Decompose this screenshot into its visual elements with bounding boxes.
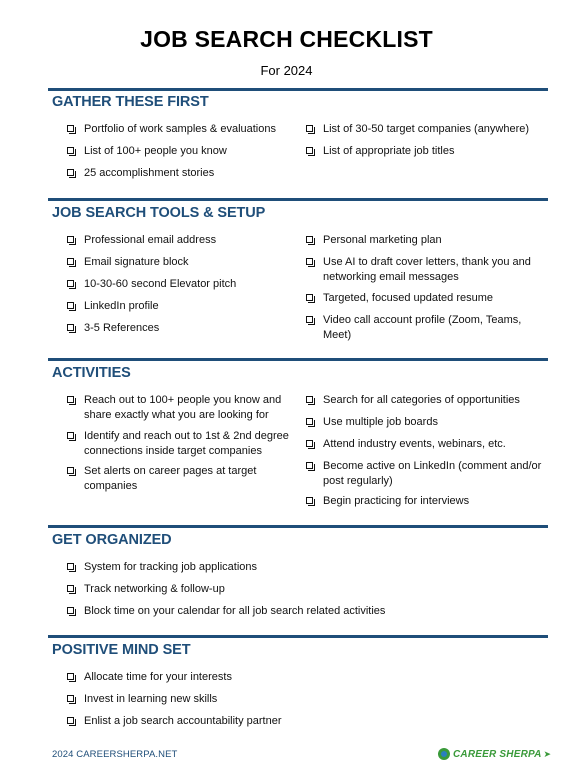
compass-icon — [438, 748, 450, 760]
item-label: Identify and reach out to 1st & 2nd degree connections inside target companies — [84, 430, 289, 457]
item-label: 10-30-60 second Elevator pitch — [84, 278, 237, 290]
checkbox-icon[interactable] — [67, 125, 74, 132]
footer-site: 2024 CAREERSHERPA.NET — [52, 749, 178, 760]
item-label: Reach out to 100+ people you know and share exactly what you are looking for — [84, 394, 282, 421]
item-label: Personal marketing plan — [323, 234, 442, 246]
item-label: Search for all categories of opportunities — [323, 394, 520, 406]
item-label: Video call account profile (Zoom, Teams, Meet) — [323, 314, 522, 341]
section-heading-gather: GATHER THESE FIRST — [52, 94, 209, 110]
checkbox-icon[interactable] — [306, 294, 313, 301]
item-label: Attend industry events, webinars, etc. — [323, 438, 506, 450]
checkbox-icon[interactable] — [306, 462, 313, 469]
checkbox-icon[interactable] — [67, 169, 74, 176]
section-rule — [48, 198, 548, 201]
section-rule — [48, 635, 548, 638]
item-label: List of appropriate job titles — [323, 145, 455, 157]
checkbox-icon[interactable] — [67, 432, 74, 439]
checkbox-icon[interactable] — [67, 673, 74, 680]
item-label: Email signature block — [84, 256, 189, 268]
checkbox-icon[interactable] — [306, 497, 313, 504]
checkbox-icon[interactable] — [67, 396, 74, 403]
arrow-icon: ➤ — [543, 748, 552, 759]
checkbox-icon[interactable] — [306, 418, 313, 425]
checkbox-icon[interactable] — [67, 467, 74, 474]
page-title: JOB SEARCH CHECKLIST — [140, 26, 433, 52]
section-heading-organized: GET ORGANIZED — [52, 532, 172, 548]
section-rule — [48, 88, 548, 91]
item-label: Portfolio of work samples & evaluations — [84, 123, 276, 135]
section-rule — [48, 358, 548, 361]
item-label: Allocate time for your interests — [84, 671, 232, 683]
checkbox-icon[interactable] — [67, 147, 74, 154]
item-label: Track networking & follow-up — [84, 583, 225, 595]
checkbox-icon[interactable] — [306, 236, 313, 243]
checkbox-icon[interactable] — [306, 396, 313, 403]
item-label: Targeted, focused updated resume — [323, 292, 494, 304]
item-label: Professional email address — [84, 234, 217, 246]
section-heading-activities: ACTIVITIES — [52, 365, 131, 381]
checkbox-icon[interactable] — [67, 695, 74, 702]
checkbox-icon[interactable] — [67, 236, 74, 243]
checkbox-icon[interactable] — [67, 563, 74, 570]
item-label: List of 30-50 target companies (anywhere) — [323, 123, 530, 135]
checkbox-icon[interactable] — [306, 125, 313, 132]
section-heading-tools: JOB SEARCH TOOLS & SETUP — [52, 205, 266, 221]
item-label: 3-5 References — [84, 322, 160, 334]
item-label: Enlist a job search accountability partner — [84, 715, 282, 727]
checkbox-icon[interactable] — [306, 316, 313, 323]
item-label: Block time on your calendar for all job search related activities — [84, 605, 386, 617]
section-heading-mindset: POSITIVE MIND SET — [52, 642, 191, 658]
item-label: List of 100+ people you know — [84, 145, 227, 157]
item-label: LinkedIn profile — [84, 300, 159, 312]
item-label: System for tracking job applications — [84, 561, 258, 573]
checkbox-icon[interactable] — [67, 280, 74, 287]
checkbox-icon[interactable] — [67, 258, 74, 265]
item-label: Become active on LinkedIn (comment and/or post regularly) — [323, 460, 542, 487]
item-label: 25 accomplishment stories — [84, 167, 215, 179]
item-label: Begin practicing for interviews — [323, 495, 470, 507]
section-rule — [48, 525, 548, 528]
checkbox-icon[interactable] — [67, 717, 74, 724]
checkbox-icon[interactable] — [67, 302, 74, 309]
item-label: Use multiple job boards — [323, 416, 438, 428]
checkbox-icon[interactable] — [306, 147, 313, 154]
item-label: Use AI to draft cover letters, thank you and networking email messages — [323, 256, 531, 283]
checkbox-icon[interactable] — [306, 440, 313, 447]
checkbox-icon[interactable] — [306, 258, 313, 265]
item-label: Invest in learning new skills — [84, 693, 218, 705]
page-subtitle: For 2024 — [260, 63, 313, 78]
checkbox-icon[interactable] — [67, 324, 74, 331]
checkbox-icon[interactable] — [67, 585, 74, 592]
career-sherpa-logo — [438, 746, 551, 762]
logo-text: CAREER SHERPA — [453, 748, 542, 760]
item-label: Set alerts on career pages at target companies — [84, 465, 257, 492]
checkbox-icon[interactable] — [67, 607, 74, 614]
